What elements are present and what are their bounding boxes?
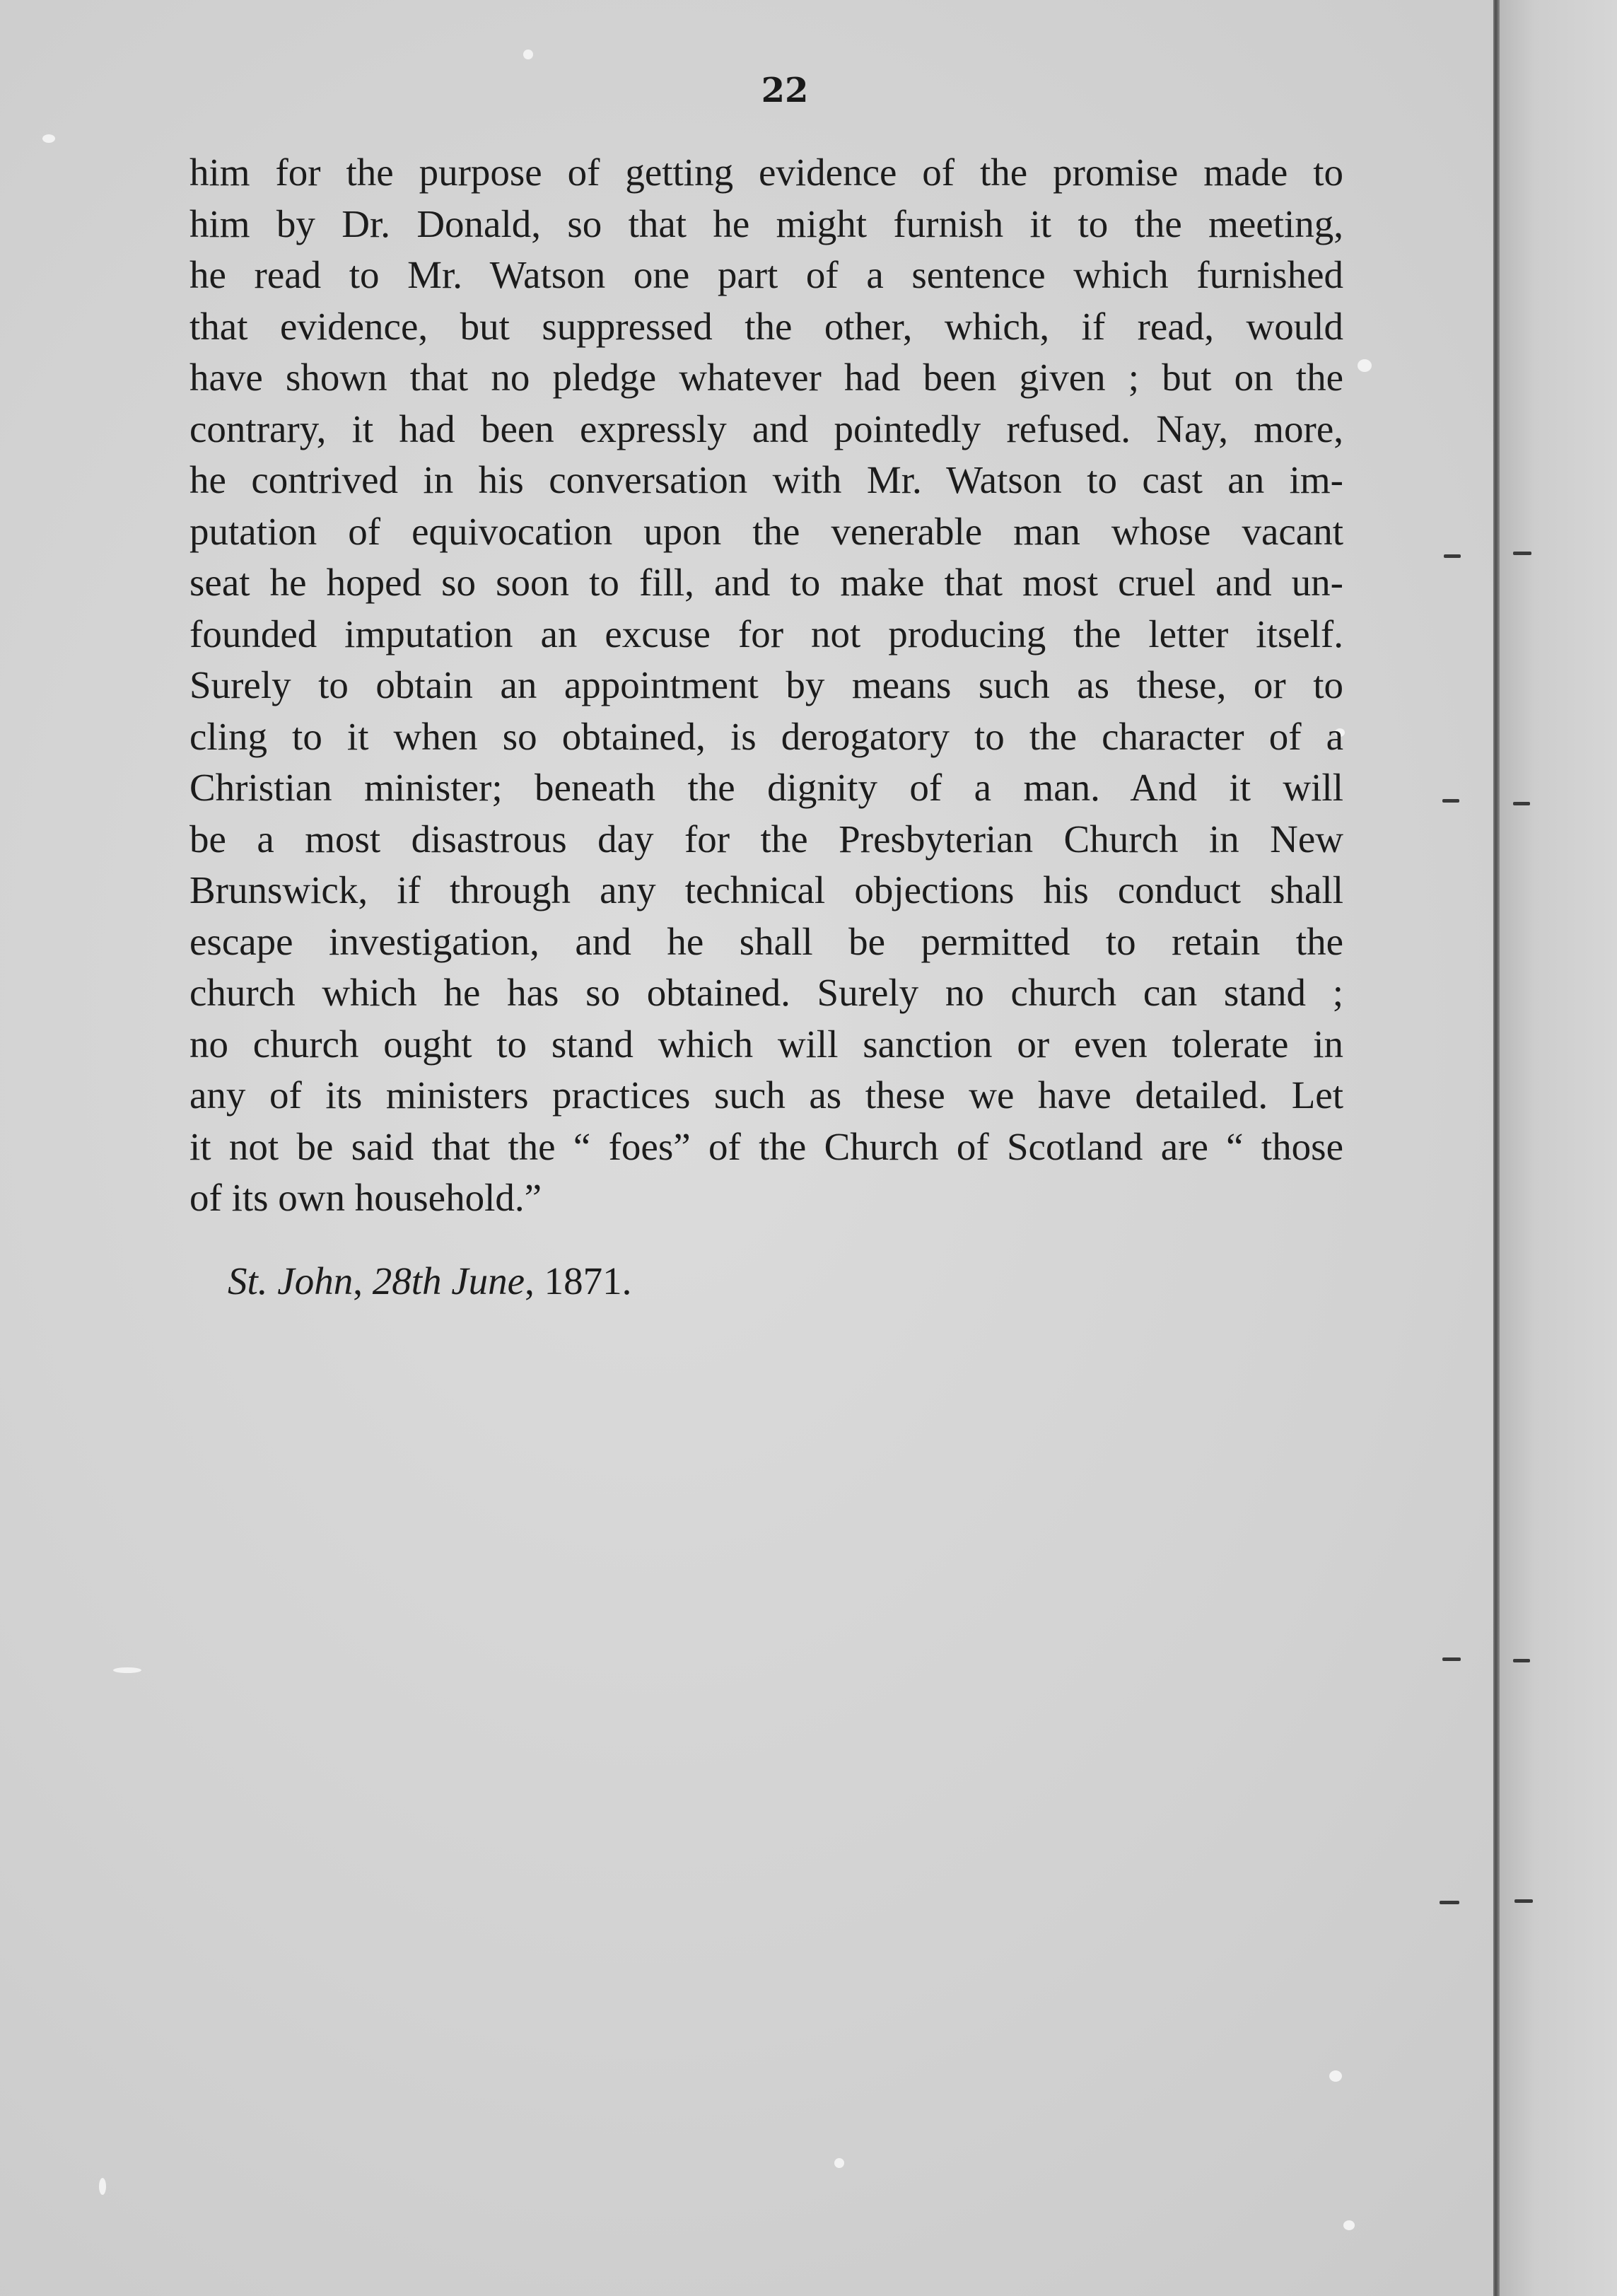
text-line: he contrived in his conversation with Mr. Watson to cast an im- (189, 458, 1343, 501)
stitch-mark (1442, 1657, 1461, 1661)
stitch-mark (1440, 1901, 1459, 1904)
dateline-separator: , (525, 1259, 544, 1303)
text-line: Christian minister; beneath the dignity of a man. And it will (189, 766, 1343, 809)
stitch-mark (1442, 799, 1459, 803)
dateline-year: 1871. (544, 1259, 632, 1303)
scan-speck (1358, 359, 1372, 372)
page-number: 22 (761, 71, 809, 110)
text-line: have shown that no pledge whatever had been given ; but on the (189, 356, 1343, 399)
scan-speck (1343, 2220, 1355, 2230)
dateline-day: 28th June (372, 1259, 525, 1303)
text-line: that evidence, but suppressed the other, which, if read, would (189, 304, 1343, 348)
text-line: founded imputation an excuse for not producing the letter itself. (189, 612, 1343, 655)
text-line: seat he hoped so soon to fill, and to make that most cruel and un- (189, 561, 1343, 604)
text-line: putation of equivocation upon the venerable man whose vacant (189, 509, 1343, 553)
stitch-mark (1513, 552, 1531, 555)
text-line: of its own household.” (189, 1176, 542, 1219)
scan-speck (523, 49, 533, 59)
binding-shadow (1500, 0, 1617, 2296)
text-line: church which he has so obtained. Surely no church can stand ; (189, 971, 1343, 1014)
scan-speck (42, 134, 55, 143)
text-line: no church ought to stand which will sanction or even tolerate in (189, 1022, 1343, 1066)
stitch-mark (1444, 554, 1461, 558)
text-line: him for the purpose of getting evidence of the promise made to (189, 151, 1343, 194)
stitch-mark (1514, 1899, 1533, 1903)
scan-speck (113, 1667, 141, 1673)
dateline (228, 1259, 631, 1303)
text-line: him by Dr. Donald, so that he might furnish it to the meeting, (189, 202, 1343, 245)
stitch-mark (1513, 802, 1530, 805)
stitch-mark (1513, 1659, 1530, 1662)
text-line: cling to it when so obtained, is derogatory to the character of a (189, 714, 1343, 758)
text-line: any of its ministers practices such as these we have detailed. Let (189, 1073, 1343, 1117)
text-line: be a most disastrous day for the Presbyterian Church in New (189, 817, 1343, 861)
binding-edge (1493, 0, 1500, 2296)
text-line: escape investigation, and he shall be permitted to retain the (189, 919, 1343, 963)
text-line: Surely to obtain an appointment by means such as these, or to (189, 663, 1343, 706)
scan-speck (834, 2158, 844, 2168)
text-line: Brunswick, if through any technical objections his conduct shall (189, 868, 1343, 911)
dateline-separator: , (353, 1259, 373, 1303)
text-line: it not be said that the “ foes” of the Church of Scotland are “ those (189, 1124, 1343, 1168)
dateline-place: St. John (228, 1259, 354, 1303)
scan-speck (99, 2178, 106, 2195)
text-line: contrary, it had been expressly and pointedly refused. Nay, more, (189, 407, 1343, 450)
scan-speck (1329, 2070, 1342, 2082)
body-paragraph (189, 147, 1343, 1224)
text-line: he read to Mr. Watson one part of a sentence which furnished (189, 253, 1343, 296)
